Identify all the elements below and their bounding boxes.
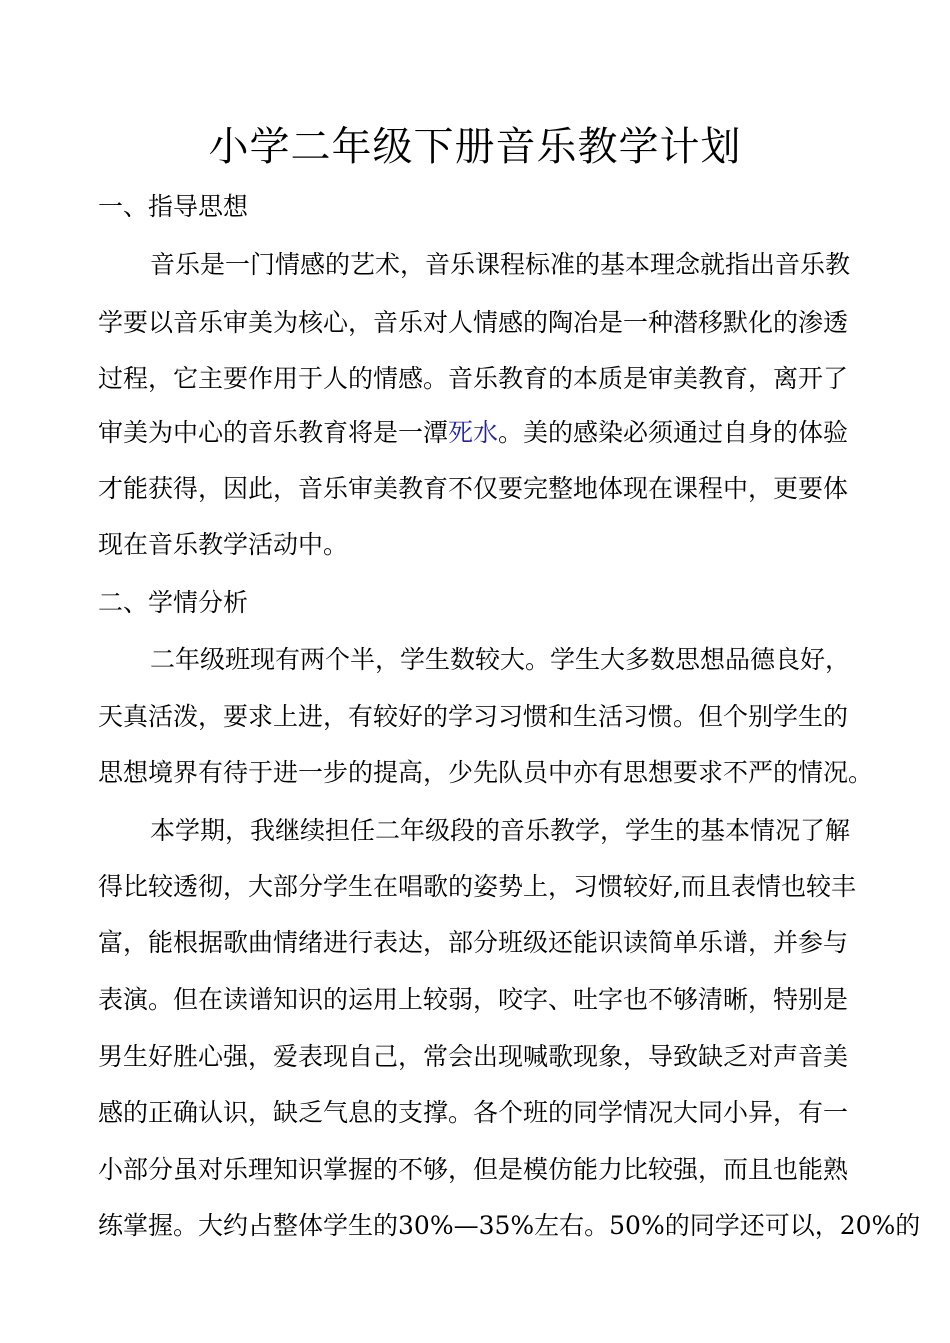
paragraph-line: 练掌握。大约占整体学生的30%—35%左右。50%的同学还可以，20%的 <box>98 1211 921 1240</box>
paragraph-line: 音乐是一门情感的艺术，音乐课程标准的基本理念就指出音乐教 <box>150 250 851 279</box>
section-heading-student-analysis: 二、学情分析 <box>98 588 249 617</box>
document-title: 小学二年级下册音乐教学计划 <box>208 124 742 170</box>
paragraph-line: 本学期，我继续担任二年级段的音乐教学，学生的基本情况了解 <box>150 816 851 845</box>
paragraph-line: 表演。但在读谱知识的运用上较弱，咬字、吐字也不够清晰，特别是 <box>98 985 849 1014</box>
paragraph-line: 感的正确认识，缺乏气息的支撑。各个班的同学情况大同小异，有一 <box>98 1098 849 1127</box>
paragraph-line: 现在音乐教学活动中。 <box>98 530 349 559</box>
paragraph-line: 学要以音乐审美为核心，音乐对人情感的陶冶是一种潜移默化的渗透 <box>98 308 849 337</box>
paragraph-text: 审美为中心的音乐教育将是一潭 <box>98 418 449 447</box>
paragraph-text: 。美的感染必须通过自身的体验 <box>498 418 849 447</box>
paragraph-line: 二年级班现有两个半，学生数较大。学生大多数思想品德良好， <box>150 645 851 674</box>
section-heading-guiding-ideology: 一、指导思想 <box>98 192 249 221</box>
paragraph-line: 才能获得，因此，音乐审美教育不仅要完整地体现在课程中，更要体 <box>98 474 849 503</box>
paragraph-line: 天真活泼，要求上进，有较好的学习习惯和生活习惯。但个别学生的 <box>98 702 849 731</box>
paragraph-line <box>98 418 848 448</box>
paragraph-line: 得比较透彻，大部分学生在唱歌的姿势上，习惯较好,而且表情也较丰 <box>98 872 856 901</box>
paragraph-line: 思想境界有待于进一步的提高，少先队员中亦有思想要求不严的情况。 <box>98 758 874 787</box>
inline-link[interactable]: 死水 <box>448 418 499 447</box>
paragraph-line: 男生好胜心强，爱表现自己，常会出现喊歌现象，导致缺乏对声音美 <box>98 1042 849 1071</box>
paragraph-line: 小部分虽对乐理知识掌握的不够，但是模仿能力比较强，而且也能熟 <box>98 1155 849 1184</box>
paragraph-line: 过程，它主要作用于人的情感。音乐教育的本质是审美教育，离开了 <box>98 364 849 393</box>
paragraph-line: 富，能根据歌曲情绪进行表达，部分班级还能识读简单乐谱，并参与 <box>98 928 849 957</box>
